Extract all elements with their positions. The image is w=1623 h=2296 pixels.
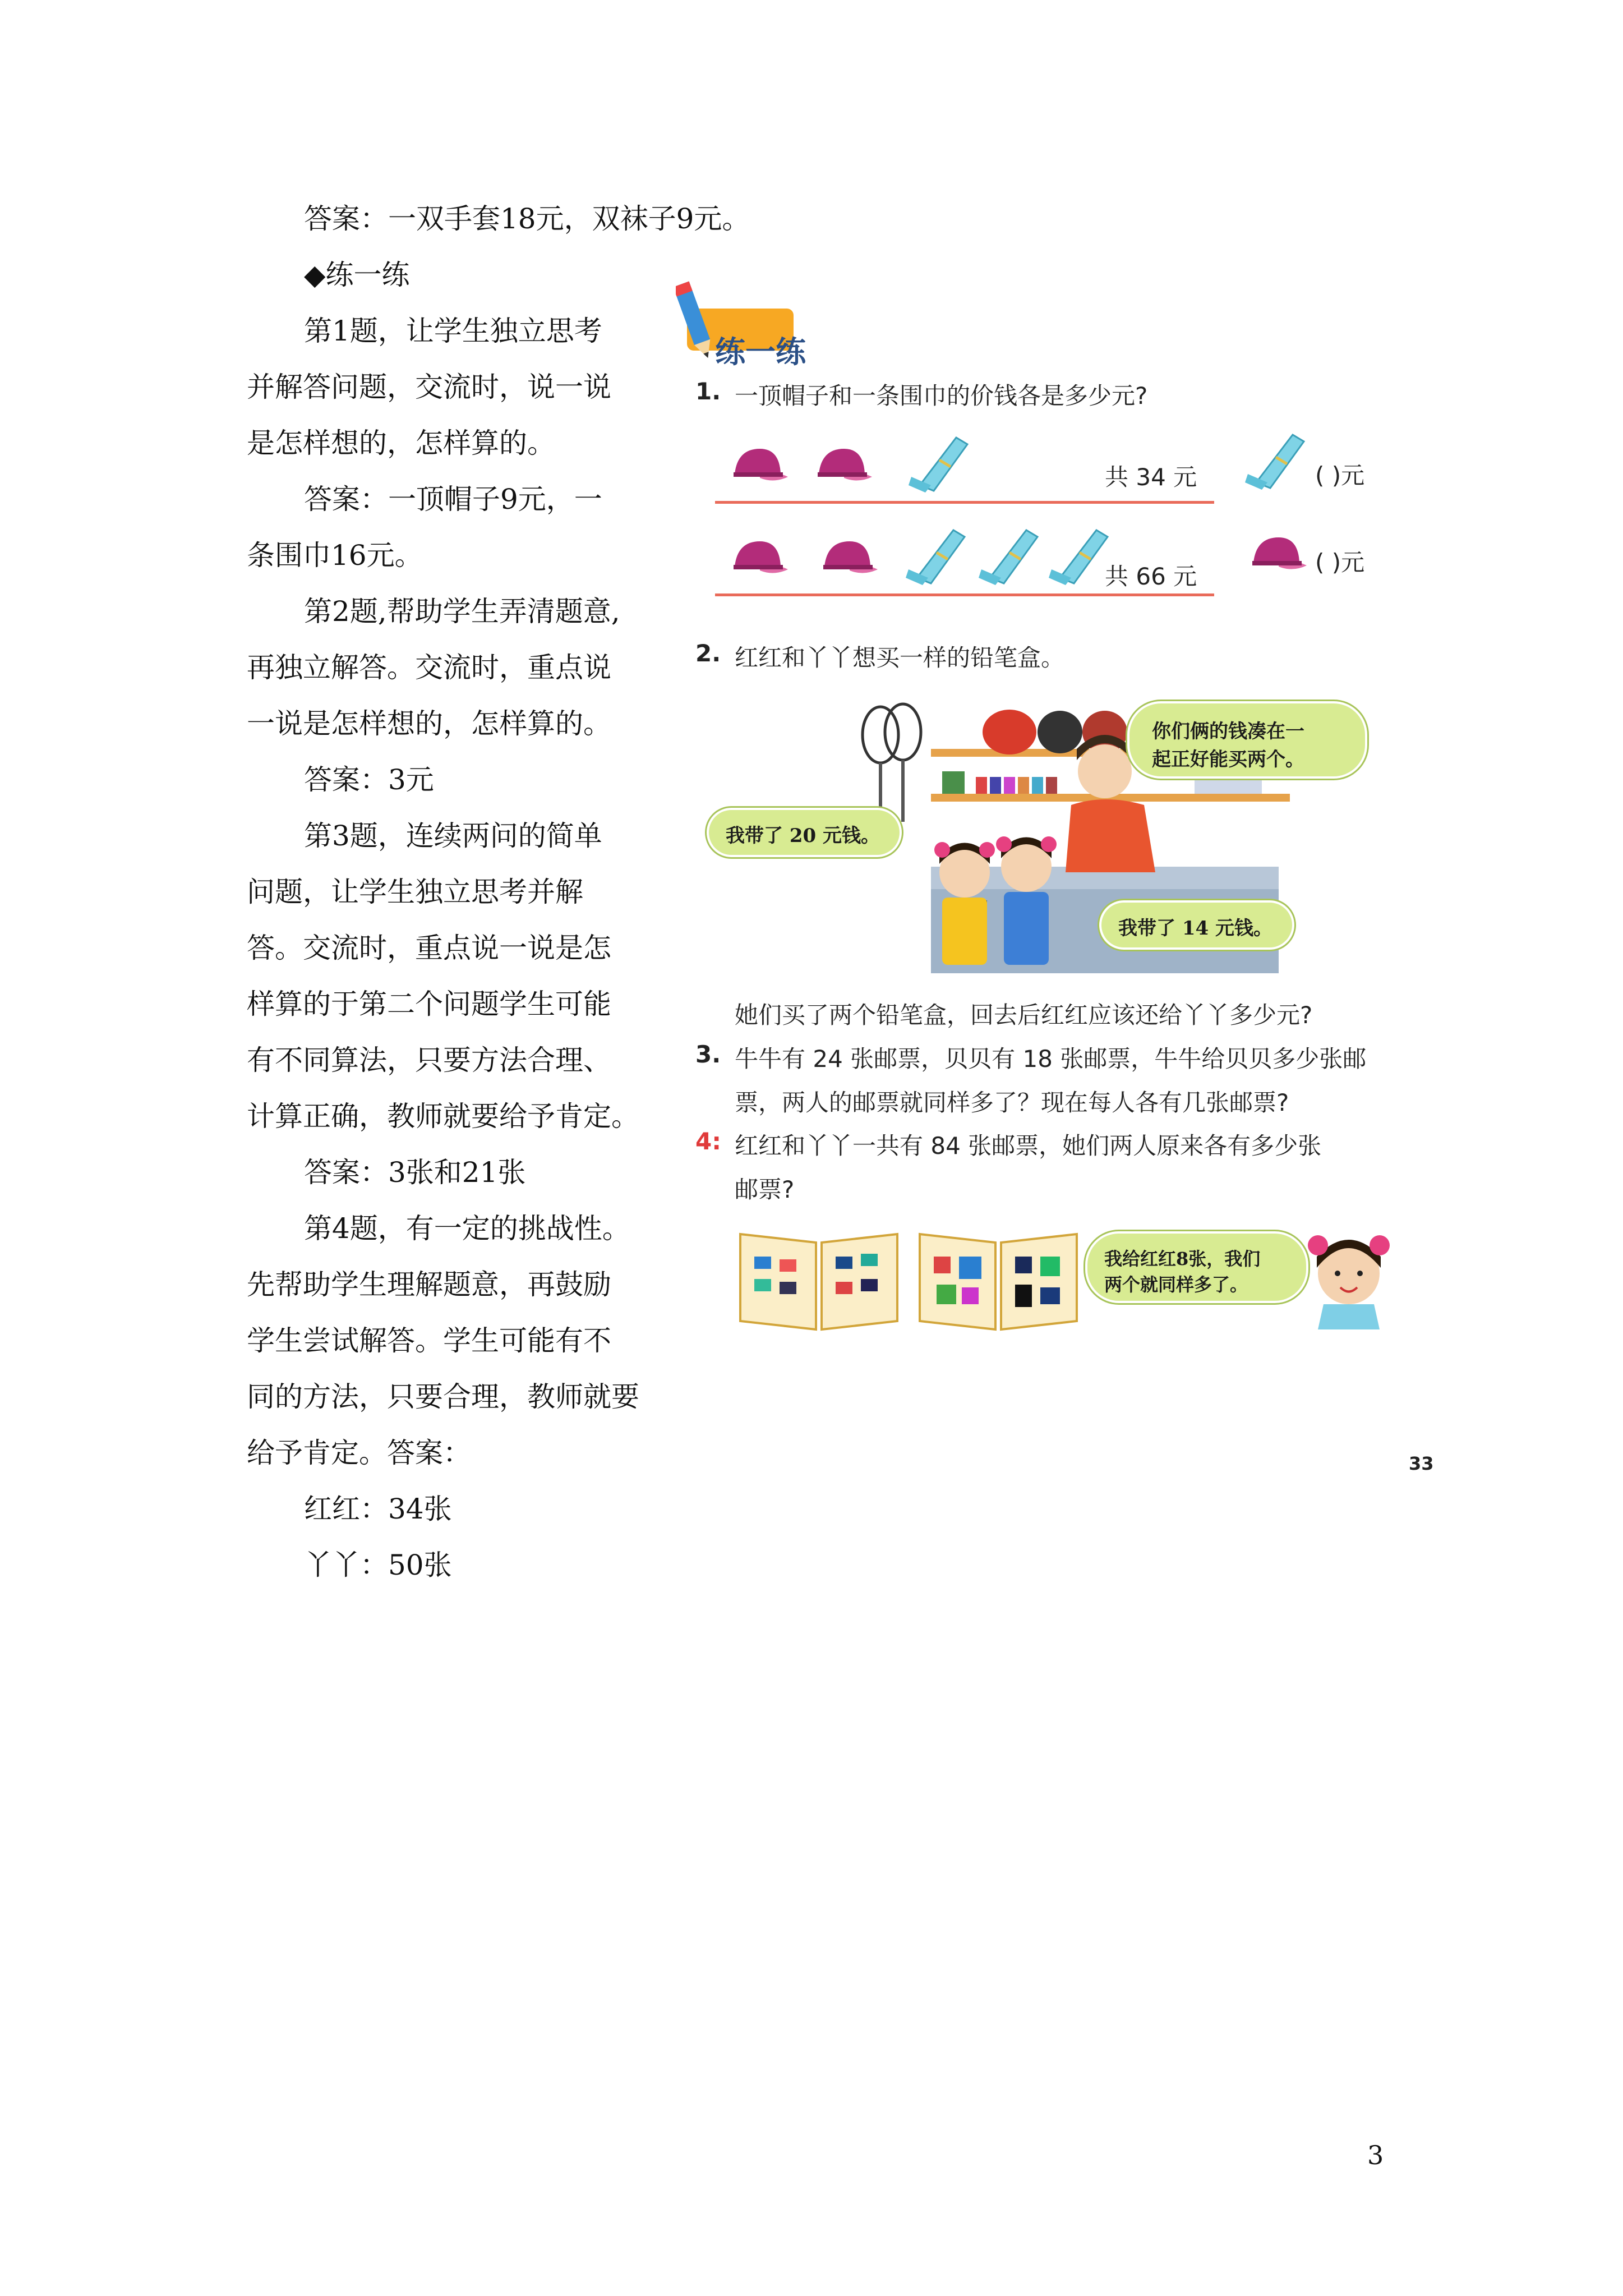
cap-icon (729, 536, 791, 581)
q4-text-line: 邮票? (735, 1176, 795, 1203)
q3-text-line: 牛牛有 24 张邮票，贝贝有 18 张邮票，牛牛给贝贝多少张邮 (735, 1045, 1367, 1073)
q3-answer-line: 答案：3张和21张 (304, 1156, 526, 1189)
q1-text: 一顶帽子和一条围巾的价钱各是多少元? (735, 382, 1148, 409)
q4-answer-line: 红红：34张 (304, 1493, 452, 1525)
q4-note-line: 给予肯定。答案： (247, 1437, 471, 1469)
cap-icon (819, 536, 880, 581)
girl2-speech-bubble (1099, 900, 1294, 950)
q1-answer-line: 条围巾16元。 (247, 539, 423, 572)
q2-number: 2. (695, 639, 721, 667)
cap-icon (729, 443, 791, 488)
girl1-speech-bubble (707, 808, 902, 857)
q3-note-line: 第3题，连续两问的简单 (304, 820, 602, 852)
q1-note-line: 并解答问题，交流时，说一说 (247, 371, 611, 403)
cap-icon (1248, 532, 1310, 577)
red-divider (715, 501, 1214, 504)
bubble-line: 我带了 14 元钱。 (1118, 917, 1272, 940)
q3-note-line: 样算的于第二个问题学生可能 (247, 988, 611, 1020)
q1-note-line: 第1题，让学生独立思考 (304, 315, 602, 347)
q4-note-line: 同的方法，只要合理，教师就要 (247, 1381, 639, 1413)
row2-total: 共 66 元 (1105, 563, 1197, 590)
practice-banner: 练一练 (715, 334, 806, 370)
q3-text-line: 票，两人的邮票就同样多了？现在每人各有几张邮票? (735, 1089, 1289, 1116)
red-divider (715, 593, 1214, 596)
cap-icon (813, 443, 875, 488)
q4-number: 4: (695, 1128, 722, 1155)
q4-note-line: 学生尝试解答。学生可能有不 (247, 1324, 611, 1357)
scarf-icon (979, 524, 1046, 586)
q1-number: 1. (695, 378, 721, 405)
q3-note-line: 问题，让学生独立思考并解 (247, 876, 583, 908)
q1-answer-line: 答案：一顶帽子9元，一 (304, 483, 602, 516)
q2-answer-line: 答案：3元 (304, 763, 434, 796)
q2-note-line: 再独立解答。交流时，重点说 (247, 651, 611, 684)
section-heading: ◆练一练 (304, 259, 410, 291)
scarf-icon (906, 524, 973, 586)
q4-note-line: 先帮助学生理解题意，再鼓励 (247, 1268, 611, 1301)
girl-portrait (1301, 1212, 1396, 1329)
bubble-line: 两个就同样多了。 (1104, 1274, 1248, 1295)
q2-text: 红红和丫丫想买一样的铅笔盒。 (735, 644, 1065, 671)
q3-note-line: 计算正确，教师就要给予肯定。 (247, 1100, 639, 1133)
q2-question: 她们买了两个铅笔盒，回去后红红应该还给丫丫多少元? (735, 1001, 1313, 1029)
row1-total: 共 34 元 (1105, 463, 1197, 491)
q3-number: 3. (695, 1041, 721, 1068)
bubble-line: 起正好能买两个。 (1152, 748, 1304, 771)
q4-answer-line: 丫丫：50张 (304, 1549, 452, 1581)
bubble-line: 我带了 20 元钱。 (726, 825, 880, 847)
stamp-album-icon (914, 1217, 1082, 1335)
scarf-icon (909, 432, 976, 494)
q1-note-line: 是怎样想的，怎样算的。 (247, 427, 555, 459)
page-number: 3 (1367, 2140, 1384, 2170)
bubble-line: 我给红红8张，我们 (1104, 1248, 1261, 1269)
stamp-speech-bubble (1085, 1231, 1308, 1303)
q2-note-line: 一说是怎样想的，怎样算的。 (247, 707, 611, 740)
row2-answer-blank: ( )元 (1315, 549, 1365, 576)
q4-text-line: 红红和丫丫一共有 84 张邮票，她们两人原来各有多少张 (735, 1132, 1322, 1159)
q3-note-line: 有不同算法，只要方法合理、 (247, 1044, 611, 1076)
previous-answer-line: 答案：一双手套18元，双袜子9元。 (304, 203, 750, 235)
book-page-number: 33 (1409, 1453, 1434, 1474)
scarf-icon (1245, 429, 1312, 491)
row1-answer-blank: ( )元 (1315, 462, 1365, 489)
teacher-speech-bubble (1127, 701, 1367, 779)
q4-note-line: 第4题，有一定的挑战性。 (304, 1212, 630, 1245)
bubble-line: 你们俩的钱凑在一 (1152, 720, 1304, 743)
stamp-album-icon (735, 1217, 903, 1335)
q2-note-line: 第2题,帮助学生弄清题意, (304, 595, 620, 628)
q3-note-line: 答。交流时，重点说一说是怎 (247, 932, 611, 964)
